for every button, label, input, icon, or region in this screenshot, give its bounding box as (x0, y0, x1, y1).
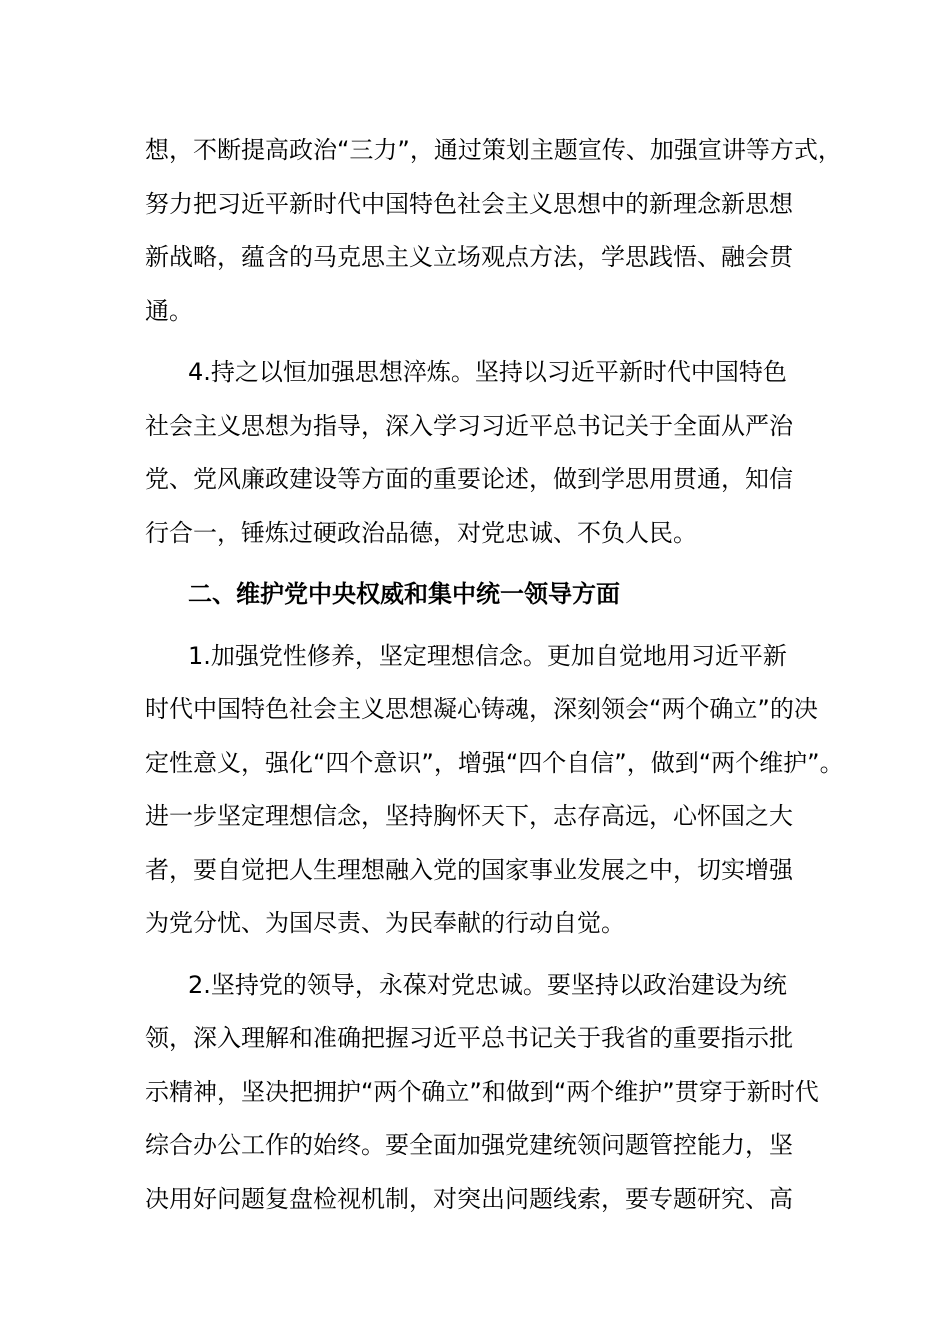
text-line: 2.坚持党的领导，永葆对党忠诚。要坚持以政治建设为统 (188, 970, 787, 999)
text-line: 通。 (145, 296, 193, 325)
heading-line: 二、维护党中央权威和集中统一领导方面 (188, 580, 620, 608)
section-heading (145, 568, 825, 622)
document-body (145, 124, 844, 1226)
paragraph-item-2 (145, 959, 825, 1227)
text-line: 领，深入理解和准确把握习近平总书记关于我省的重要指示批 (145, 1024, 793, 1052)
text-line: 示精神，坚决把拥护“两个确立”和做到“两个维护”贯穿于新时代 (145, 1077, 819, 1106)
text-line: 想，不断提高政治“三力”，通过策划主题宣传、加强宣讲等方式， (145, 136, 842, 164)
text-line: 者，要自觉把人生理想融入党的国家事业发展之中，切实增强 (145, 855, 793, 884)
text-line: 党、党风廉政建设等方面的重要论述，做到学思用贯通，知信 (145, 465, 793, 493)
text-line: 1.加强党性修养，坚定理想信念。更加自觉地用习近平新 (188, 641, 787, 670)
paragraph-item-1 (145, 630, 844, 951)
text-line: 新战略，蕴含的马克思主义立场观点方法，学思践悟、融会贯 (145, 243, 793, 271)
text-line: 进一步坚定理想信念，坚持胸怀天下，志存高远，心怀国之大 (145, 802, 793, 830)
text-line: 努力把习近平新时代中国特色社会主义思想中的新理念新思想 (145, 189, 793, 218)
text-line: 时代中国特色社会主义思想凝心铸魂，深刻领会“两个确立”的决 (145, 695, 818, 723)
paragraph-item-4 (145, 346, 825, 560)
text-line: 行合一，锤炼过硬政治品德，对党忠诚、不负人民。 (145, 518, 697, 547)
text-line: 定性意义，强化“四个意识”，增强“四个自信”，做到“两个维护”。 (145, 748, 844, 777)
paragraph-continuation (145, 124, 842, 338)
text-line: 决用好问题复盘检视机制，对突出问题线索，要专题研究、高 (145, 1184, 793, 1213)
text-line: 为党分忧、为国尽责、为民奉献的行动自觉。 (145, 909, 625, 937)
text-line: 综合办公工作的始终。要全面加强党建统领问题管控能力，坚 (145, 1131, 793, 1159)
text-line: 4.持之以恒加强思想淬炼。坚持以习近平新时代中国特色 (188, 358, 787, 386)
text-line: 社会主义思想为指导，深入学习习近平总书记关于全面从严治 (145, 411, 793, 440)
